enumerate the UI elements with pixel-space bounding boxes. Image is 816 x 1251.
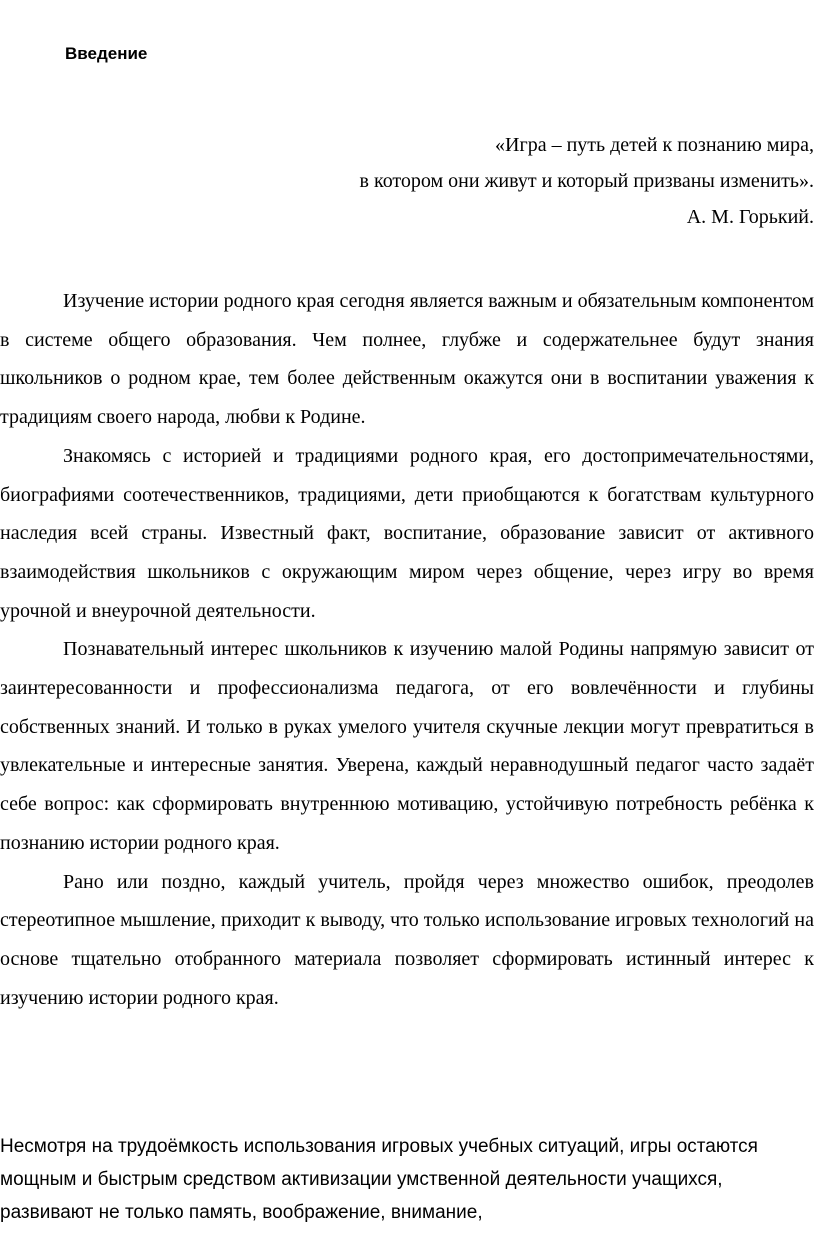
page-title: Введение bbox=[65, 44, 148, 63]
paragraph: Изучение истории родного края сегодня является важным и обязательным компонентом в системе общего образования. Чем полнее, глубже и содержательнее будут знания школьников о родном крае, тем более действенным окажутся они в воспитании уважения к традициям своего народа, любви к Родине. bbox=[0, 290, 814, 429]
epigraph-author: А. М. Горький. bbox=[686, 206, 814, 228]
paragraph-final: Несмотря на трудоёмкость использования игровых учебных ситуаций, игры остаются мощным и быстрым средством активизации умственной деятельности учащихся, развивают не только память, воображение, внимание, bbox=[0, 1136, 758, 1223]
epigraph bbox=[0, 127, 814, 235]
epigraph-line: «Игра – путь детей к познанию мира, bbox=[495, 134, 814, 156]
epigraph-line: в котором они живут и который призваны изменить». bbox=[359, 170, 814, 192]
paragraph: Знакомясь с историей и традициями родного края, его достопримечательностями, биографиями соотечественников, традициями, дети приобщаются к богатствам культурного наследия всей страны. Известный факт, воспитание, образование зависит от активного взаимодействия школьников с окружающим миром через общение, через игру во время урочной и внеурочной деятельности. bbox=[0, 444, 814, 622]
paragraph: Рано или поздно, каждый учитель, пройдя через множество ошибок, преодолев стереотипное мышление, приходит к выводу, что только использование игровых технологий на основе тщательно отобранного материала позволяет сформировать истинный интерес к изучению истории родного края. bbox=[0, 870, 814, 1009]
paragraph: Познавательный интерес школьников к изучению малой Родины напрямую зависит от заинтересованности и профессионализма педагога, от его вовлечённости и глубины собственных знаний. И только в руках умелого учителя скучные лекции могут превратиться в увлекательные и интересные занятия. Уверена, каждый неравнодушный педагог часто задаёт себе вопрос: как сформировать внутреннюю мотивацию, устойчивую потребность ребёнка к познанию истории родного края. bbox=[0, 638, 814, 854]
body-text bbox=[0, 282, 814, 1017]
